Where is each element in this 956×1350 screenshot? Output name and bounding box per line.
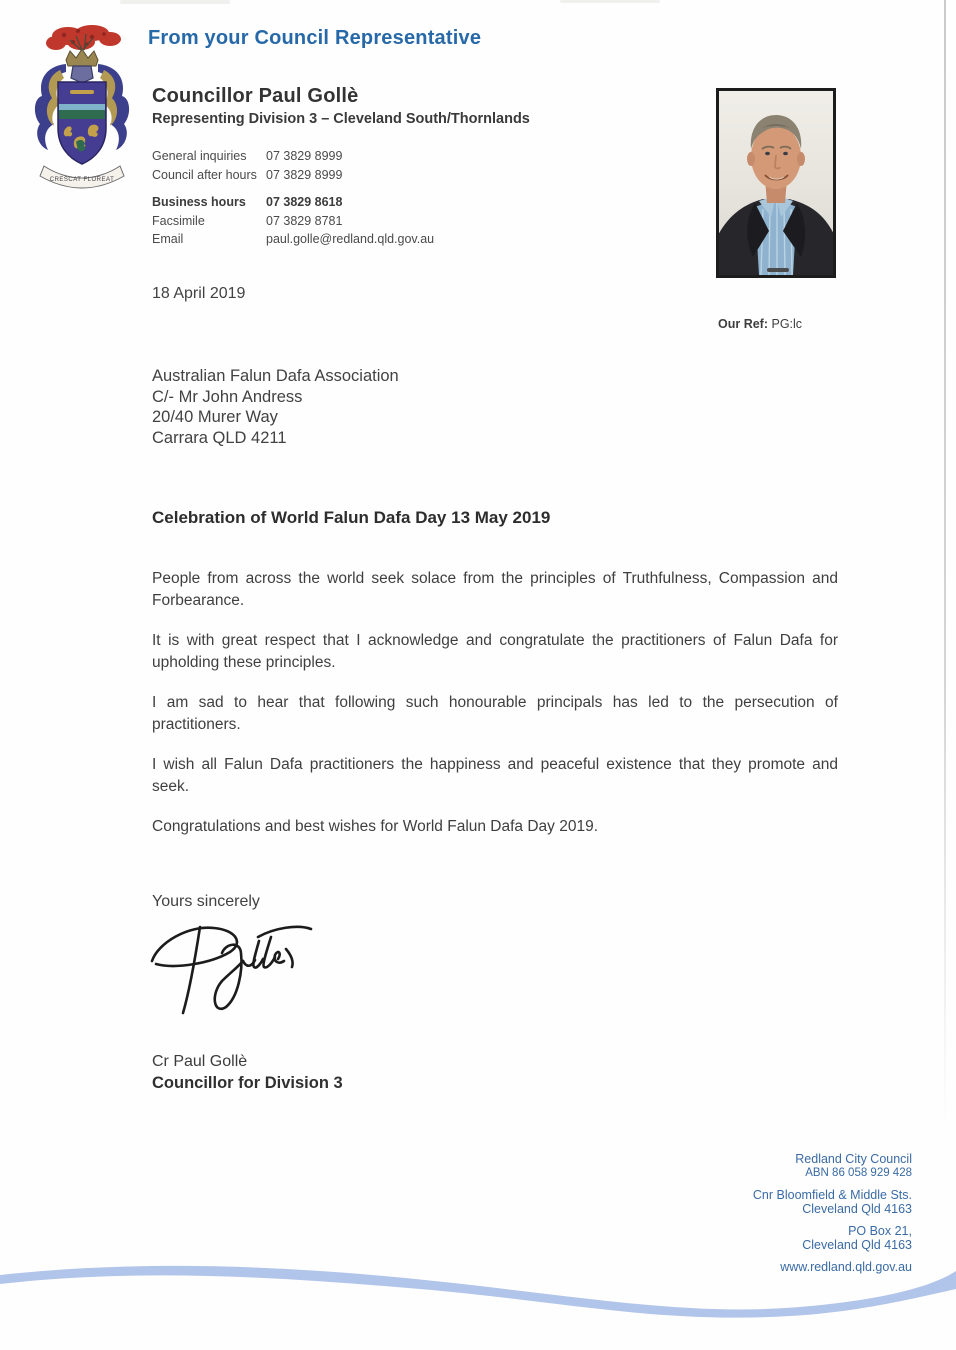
signatory-name: Cr Paul Gollè — [152, 1053, 248, 1070]
letter-date: 18 April 2019 — [152, 285, 246, 302]
body-paragraph: People from across the world seek solace from the principles of Truthfulness, Compassion and Forbearance. — [152, 570, 838, 609]
contact-row-general-inquiries — [152, 147, 482, 166]
recipient-line: Australian Falun Dafa Association — [152, 367, 399, 385]
body-paragraph: I am sad to hear that following such honourable principals has led to the persecution of practitioners. — [152, 694, 838, 733]
councillor-photo — [716, 88, 836, 278]
council-crest — [26, 20, 138, 190]
scan-smudge — [120, 0, 230, 4]
body-paragraph: Congratulations and best wishes for World Falun Dafa Day 2019. — [152, 818, 599, 835]
contact-row-facsimile — [152, 212, 482, 231]
division-line: Representing Division 3 – Cleveland South/Thornlands — [152, 111, 530, 127]
footer-street-line: Cleveland Qld 4163 — [802, 1202, 912, 1216]
wave-icon — [0, 1255, 956, 1350]
contact-row-after-hours — [152, 166, 482, 185]
body-paragraph: I wish all Falun Dafa practitioners the happiness and peaceful existence that they promote and seek. — [152, 756, 838, 795]
banner-title: From your Council Representative — [148, 27, 482, 49]
footer-street-line: Cnr Bloomfield & Middle Sts. — [752, 1188, 912, 1202]
contact-email-value: paul.golle@redland.qld.gov.au — [266, 232, 435, 246]
signatory — [152, 1051, 343, 1094]
subject-line: Celebration of World Falun Dafa Day 13 May 2019 — [152, 508, 551, 527]
our-ref-value: PG:lc — [771, 317, 803, 331]
contact-row-email — [152, 230, 482, 249]
recipient-line: 20/40 Murer Way — [152, 408, 278, 426]
recipient-line: C/- Mr John Andress — [152, 387, 303, 406]
footer-postal-line: Cleveland Qld 4163 — [802, 1238, 912, 1252]
contact-label: Business hours — [152, 195, 246, 209]
contact-label: Email — [152, 232, 184, 246]
body-paragraph: It is with great respect that I acknowledge and congratulate the practitioners of Falun Dafa for upholding these principles. — [152, 632, 838, 671]
signature-image — [146, 915, 314, 1027]
footer-website: www.redland.qld.gov.au — [780, 1260, 912, 1274]
letter-body — [152, 568, 838, 857]
portrait-photo-image — [719, 91, 833, 275]
recipient-line: Carrara QLD 4211 — [152, 428, 287, 447]
footer-postal-line: PO Box 21, — [848, 1224, 912, 1238]
contact-details — [152, 147, 482, 249]
recipient-address — [152, 366, 399, 448]
contact-row-business-hours — [152, 193, 482, 212]
contact-label: Facsimile — [152, 213, 205, 228]
contact-label: General inquiries — [152, 149, 247, 163]
councillor-name: Councillor Paul Gollè — [152, 85, 359, 107]
scan-edge-artifact — [944, 0, 946, 1130]
contact-value: 07 3829 8618 — [266, 195, 343, 209]
closing-salutation: Yours sincerely — [152, 893, 260, 910]
our-ref-label: Our Ref: — [718, 317, 768, 331]
our-ref — [718, 317, 802, 331]
footer-org-name: Redland City Council — [795, 1152, 912, 1166]
contact-value: 07 3829 8781 — [266, 213, 343, 228]
scan-smudge — [560, 0, 660, 3]
handwritten-signature-icon — [146, 915, 314, 1027]
crest-motto: CRESCAT FLOREAT — [49, 177, 115, 183]
coat-of-arms-icon — [26, 20, 138, 190]
contact-value: 07 3829 8999 — [266, 149, 343, 163]
contact-label: Council after hours — [152, 167, 257, 182]
footer-wave-decoration — [0, 1255, 956, 1350]
signatory-title: Councillor for Division 3 — [152, 1073, 343, 1092]
footer-abn: ABN 86 058 929 428 — [805, 1167, 912, 1179]
contact-value: 07 3829 8999 — [266, 167, 343, 182]
